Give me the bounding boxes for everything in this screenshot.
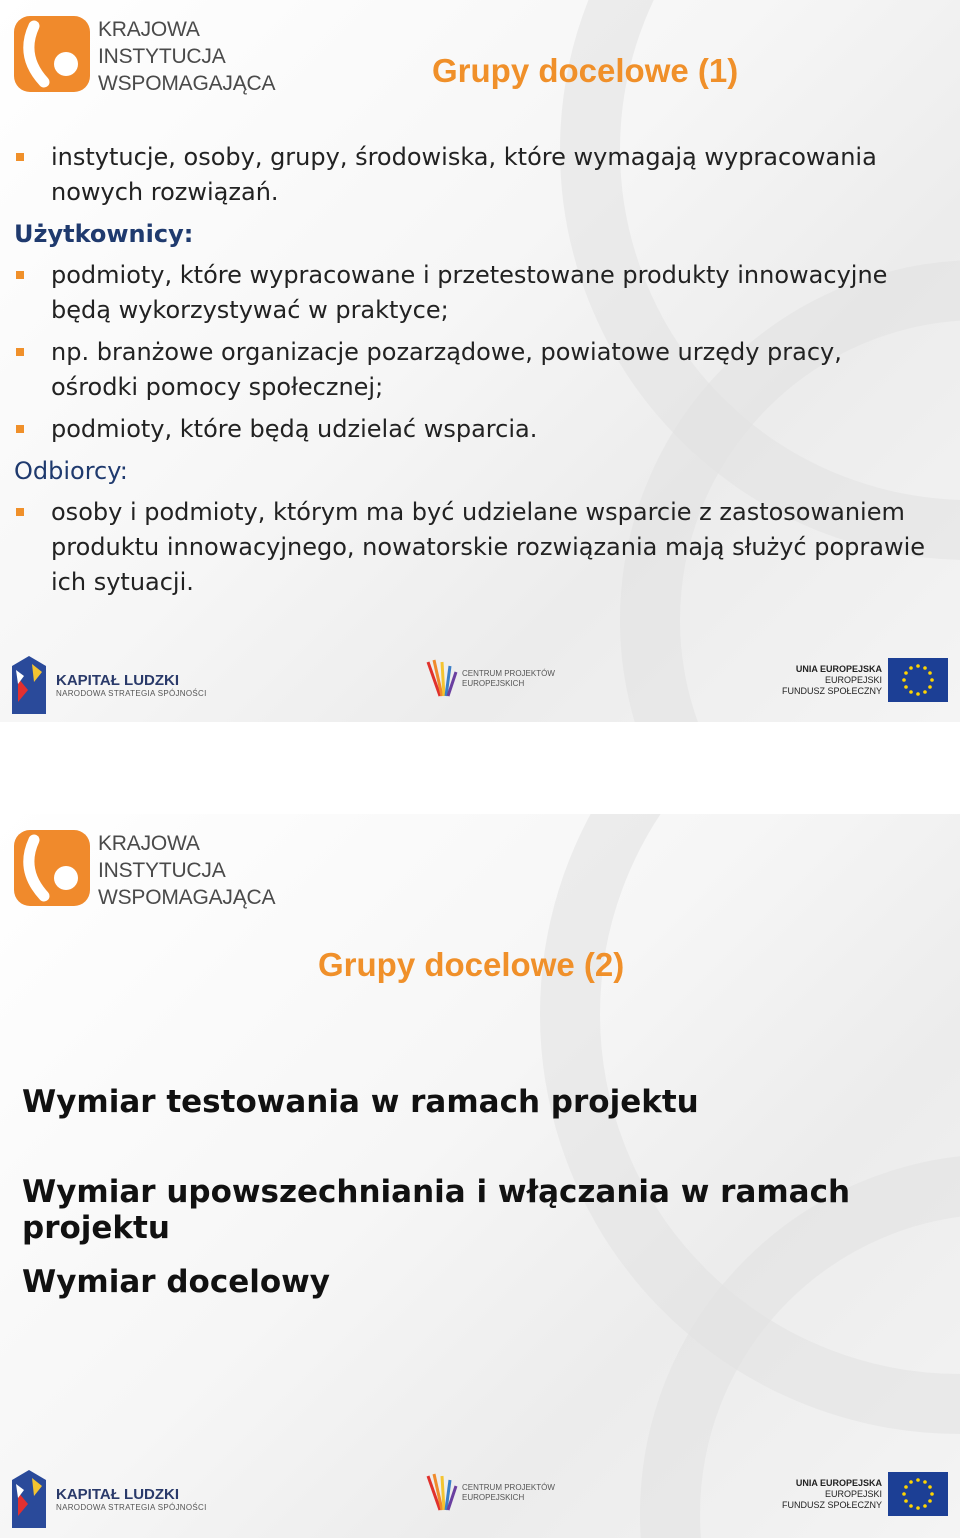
slide-title: Grupy docelowe (2) [318, 946, 625, 983]
eu-line: FUNDUSZ SPOŁECZNY [782, 1499, 883, 1510]
eu-line: EUROPEJSKI [825, 1488, 883, 1499]
bullet-item: podmioty, które będą udzielać wsparcia. [14, 412, 934, 447]
wymiar-line: Wymiar upowszechniania i włączania w ramach projektu [22, 1174, 851, 1246]
bullet-item: np. branżowe organizacje pozarządowe, powiatowe urzędy pracy, ośrodki pomocy społecznej; [14, 335, 934, 405]
kapital-ludzki-subtitle: NARODOWA STRATEGIA SPÓJNOŚCI [56, 689, 207, 698]
cpe-line: CENTRUM PROJEKTÓW [462, 669, 555, 678]
kiw-logo-line: INSTYTUCJA [98, 45, 226, 68]
cpe-logo-icon [424, 656, 458, 702]
eu-flag-icon [888, 1472, 948, 1516]
eu-logo [782, 658, 948, 702]
eu-line: FUNDUSZ SPOŁECZNY [782, 685, 883, 696]
kiw-logo-text [98, 830, 275, 911]
bullet-item: instytucje, osoby, grupy, środowiska, które wymagają wypracowania nowych rozwiązań. [14, 140, 934, 210]
kiw-logo-text [98, 16, 275, 97]
cpe-logo [424, 656, 555, 702]
kiw-logo-line: WSPOMAGAJĄCA [98, 72, 276, 95]
slide-2 [0, 814, 960, 1538]
eu-line: EUROPEJSKI [825, 674, 883, 685]
kiw-logo-icon [14, 830, 90, 906]
slide-1 [0, 0, 960, 722]
kapital-ludzki-icon [12, 656, 46, 714]
bullet-item: osoby i podmioty, którym ma być udzielane wsparcie z zastosowaniem produktu innowacyjnego, nowatorskie rozwiązania mają służyć poprawie ich sytuacji. [14, 495, 934, 600]
eu-line: UNIA EUROPEJSKA [795, 663, 883, 674]
slide-title: Grupy docelowe (1) [432, 52, 739, 89]
footer-logos [0, 648, 960, 718]
cpe-line: EUROPEJSKICH [462, 679, 525, 688]
eu-line: UNIA EUROPEJSKA [795, 1477, 883, 1488]
kiw-logo-line: INSTYTUCJA [98, 859, 226, 882]
kapital-ludzki-name: KAPITAŁ LUDZKI [56, 1486, 180, 1503]
kiw-logo [14, 16, 275, 97]
wymiar-line: Wymiar docelowy [22, 1264, 330, 1300]
kiw-logo-line: KRAJOWA [98, 832, 200, 855]
kapital-ludzki-name: KAPITAŁ LUDZKI [56, 672, 180, 689]
cpe-line: EUROPEJSKICH [462, 1493, 525, 1502]
wymiar-line: Wymiar testowania w ramach projektu [22, 1084, 699, 1120]
eu-logo [782, 1472, 948, 1516]
cpe-logo-icon [424, 1470, 458, 1516]
cpe-logo [424, 1470, 555, 1516]
kiw-logo-icon [14, 16, 90, 92]
kapital-ludzki-subtitle: NARODOWA STRATEGIA SPÓJNOŚCI [56, 1503, 207, 1512]
section-heading-odbiorcy: Odbiorcy: [14, 457, 128, 485]
footer-logos [0, 1462, 960, 1532]
kapital-ludzki-logo [12, 656, 207, 714]
kiw-logo-line: KRAJOWA [98, 18, 200, 41]
bullet-item: podmioty, które wypracowane i przetestowane produkty innowacyjne będą wykorzystywać w praktyce; [14, 258, 934, 328]
kapital-ludzki-logo [12, 1470, 207, 1528]
eu-flag-icon [888, 658, 948, 702]
kiw-logo [14, 830, 275, 911]
kiw-logo-line: WSPOMAGAJĄCA [98, 886, 276, 909]
cpe-line: CENTRUM PROJEKTÓW [462, 1483, 555, 1492]
section-heading-uzytkownicy: Użytkownicy: [14, 220, 194, 248]
kapital-ludzki-icon [12, 1470, 46, 1528]
slide-body [14, 140, 934, 607]
